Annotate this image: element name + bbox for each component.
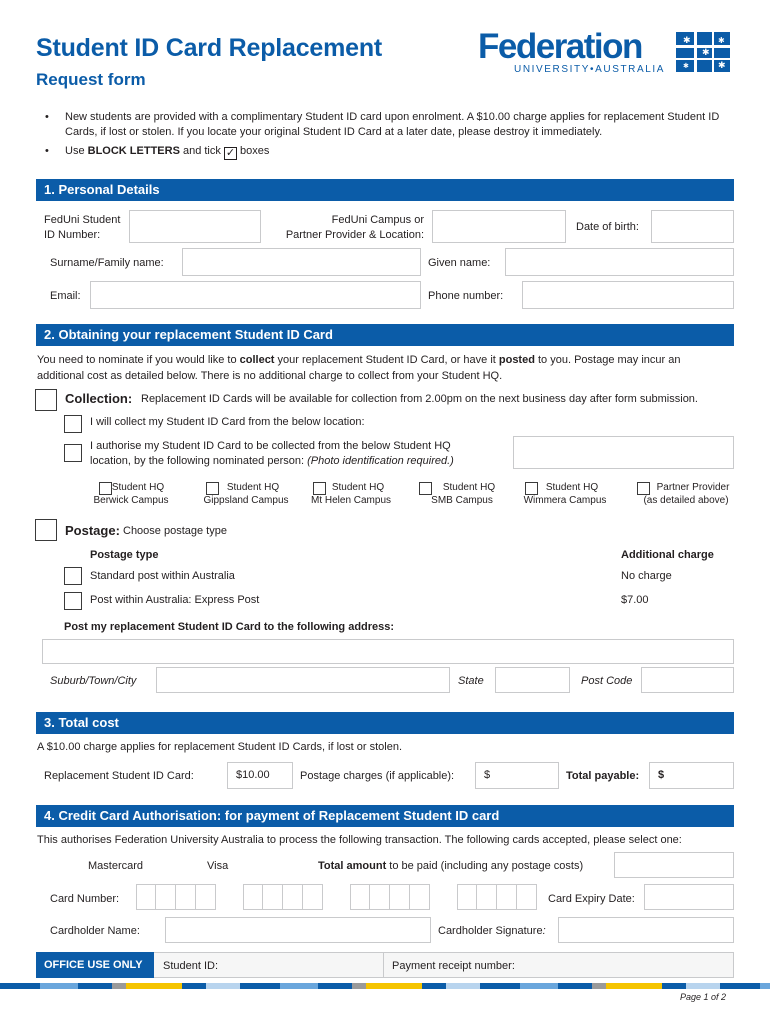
bullet2-post: boxes (236, 145, 270, 157)
address-input[interactable] (42, 639, 734, 664)
cardholder-name-input[interactable] (165, 917, 431, 943)
self-collect-label: I will collect my Student ID Card from the below location: (90, 416, 365, 428)
replacement-card-value-box (227, 762, 293, 789)
phone-label: Phone number: (428, 290, 504, 302)
tick-box-icon: ✓ (225, 147, 236, 159)
standard-post-label: Standard post within Australia (90, 570, 235, 582)
campus-wimmera-l2: Wimmera Campus (523, 495, 607, 506)
postage-desc: Choose postage type (123, 525, 227, 537)
student-id-label-line1: FedUni Student (44, 214, 121, 226)
campus-mthelen-l1: Student HQ (331, 482, 385, 493)
campus-label-line2: Partner Provider & Location: (285, 229, 424, 241)
campus-partner-l1: Partner Provider (656, 482, 730, 493)
total-payable-label: Total payable: (566, 770, 640, 782)
section-2-intro-line2: additional cost as detailed below. There is no additional charge to collect from your Student HQ. (37, 370, 503, 382)
email-input[interactable] (90, 281, 421, 309)
page-number: Page 1 of 2 (680, 992, 727, 1002)
card-number-group-2[interactable] (243, 884, 323, 910)
postage-checkbox[interactable] (35, 519, 57, 541)
cardholder-name-label: Cardholder Name: (50, 925, 140, 937)
federation-logo (478, 28, 734, 78)
dob-input[interactable] (651, 210, 734, 243)
self-collect-checkbox[interactable] (64, 415, 82, 433)
card-number-group-3[interactable] (350, 884, 430, 910)
nominated-person-input[interactable] (513, 436, 734, 469)
section-2-heading: 2. Obtaining your replacement Student ID Card (36, 324, 734, 346)
intro-1d: posted (498, 354, 535, 366)
campus-label-line1: FedUni Campus or (331, 214, 424, 226)
intro-bullet-1-text: New students are provided with a complimentary Student ID card upon enrolment. A $10.00 charge applies for replacement Student ID Cards, if lost or stolen. If you locate your original Student ID Card at a later date, please destroy it immediately. (65, 111, 720, 138)
card-number-label: Card Number: (50, 893, 120, 905)
replacement-card-value: $10.00 (236, 769, 270, 781)
intro-bullet-1 (65, 110, 730, 140)
total-payable-input[interactable] (649, 762, 734, 789)
svg-text:✱: ✱ (683, 35, 691, 45)
collection-desc: Replacement ID Cards will be available for collection from 2.00pm on the next business day after form submission. (141, 393, 698, 405)
svg-text:✱: ✱ (718, 60, 726, 70)
express-post-label: Post within Australia: Express Post (90, 594, 260, 606)
svg-text:✱: ✱ (718, 36, 725, 45)
intro-1c: your replacement Student ID Card, or have it (274, 354, 499, 366)
expiry-label: Card Expiry Date: (548, 893, 635, 905)
southern-cross-flag-icon (676, 32, 730, 72)
total-amount-bold: Total amount (318, 860, 387, 872)
svg-text:✱: ✱ (683, 63, 689, 70)
replacement-card-label: Replacement Student ID Card: (44, 770, 194, 782)
office-receipt-label: Payment receipt number: (392, 960, 515, 972)
student-id-label-line2: ID Number: (44, 229, 101, 241)
surname-input[interactable] (182, 248, 421, 276)
postage-charges-dollar: $ (484, 769, 491, 781)
postage-type-header: Postage type (90, 549, 159, 561)
logo-subline: UNIVERSITY•AUSTRALIA (514, 64, 666, 75)
bullet2-mid: and tick (179, 145, 224, 157)
svg-text:✱: ✱ (702, 47, 710, 57)
credit-card-desc: This authorises Federation University Australia to process the following transaction. The following cards accepted, please select one: (37, 834, 682, 846)
state-label: State (458, 675, 484, 687)
signature-colon: : (542, 925, 546, 937)
campus-partner-l2: (as detailed above) (643, 495, 729, 506)
authorise-line2a: location, by the following nominated person: (90, 455, 308, 467)
standard-post-checkbox[interactable] (64, 567, 82, 585)
page-subtitle: Request form (36, 70, 146, 89)
express-post-checkbox[interactable] (64, 592, 82, 610)
campus-label (262, 213, 424, 243)
campus-gippsland-label (200, 481, 292, 507)
section-4-heading: 4. Credit Card Authorisation: for payment of Replacement Student ID card (36, 805, 734, 827)
given-name-input[interactable] (505, 248, 734, 276)
campus-smb-l1: Student HQ (442, 482, 496, 493)
section-3-heading: 3. Total cost (36, 712, 734, 734)
card-number-group-4[interactable] (457, 884, 537, 910)
dob-label: Date of birth: (576, 221, 639, 233)
section-2-intro (37, 352, 680, 384)
additional-charge-header: Additional charge (621, 549, 714, 561)
authorise-line2 (90, 454, 454, 469)
postcode-label: Post Code (581, 675, 633, 687)
campus-wimmera-l1: Student HQ (545, 482, 599, 493)
state-input[interactable] (495, 667, 570, 693)
authorise-collect-checkbox[interactable] (64, 444, 82, 462)
page-title: Student ID Card Replacement (36, 34, 383, 62)
campus-input[interactable] (432, 210, 566, 243)
phone-input[interactable] (522, 281, 734, 309)
address-heading: Post my replacement Student ID Card to the following address: (64, 621, 395, 633)
section-1-heading: 1. Personal Details (36, 179, 734, 201)
campus-berwick-l1: Student HQ (111, 482, 165, 493)
postage-charges-label: Postage charges (if applicable): (300, 770, 455, 782)
campus-smb-l2: SMB Campus (431, 495, 493, 506)
surname-label: Surname/Family name: (50, 257, 164, 269)
mastercard-option[interactable]: Mastercard (88, 860, 144, 872)
total-cost-desc: A $10.00 charge applies for replacement Student ID Cards, if lost or stolen. (37, 741, 403, 753)
bullet2-pre: Use (65, 145, 88, 157)
campus-mthelen-l2: Mt Helen Campus (310, 495, 392, 506)
campus-gippsland-l1: Student HQ (226, 482, 280, 493)
student-id-input[interactable] (129, 210, 261, 243)
section-2-intro-line1 (37, 352, 680, 368)
suburb-input[interactable] (156, 667, 450, 693)
total-payable-dollar: $ (658, 769, 665, 781)
cardholder-signature-input[interactable] (558, 917, 734, 943)
express-post-charge: $7.00 (621, 594, 649, 606)
total-amount-rest: to be paid (including any postage costs) (386, 860, 584, 872)
campus-gippsland-l2: Gippsland Campus (203, 495, 289, 506)
photo-id-note: (Photo identification required.) (307, 455, 454, 467)
office-student-id-label: Student ID: (163, 960, 219, 972)
postcode-input[interactable] (641, 667, 734, 693)
intro-bullet-2 (65, 144, 730, 160)
student-id-label (44, 213, 120, 243)
suburb-label: Suburb/Town/City (50, 675, 137, 687)
collection-checkbox[interactable] (35, 389, 57, 411)
email-label: Email: (50, 290, 81, 302)
bullet2-bold: BLOCK LETTERS (87, 145, 180, 157)
authorise-line1: I authorise my Student ID Card to be collected from the below Student HQ (90, 440, 451, 452)
card-number-group-1[interactable] (136, 884, 216, 910)
postage-charges-input[interactable] (475, 762, 559, 789)
postage-title: Postage: (65, 523, 120, 538)
intro-1e: to you. Postage may incur an (534, 354, 681, 366)
collection-title: Collection: (65, 391, 133, 406)
cardholder-signature-label (438, 925, 546, 937)
visa-option[interactable]: Visa (207, 860, 229, 872)
intro-1b: collect (239, 354, 275, 366)
campus-wimmera-label (518, 481, 612, 507)
office-divider (383, 952, 384, 978)
given-name-label: Given name: (428, 257, 491, 269)
total-amount-label (318, 860, 583, 872)
standard-post-charge: No charge (621, 570, 672, 582)
campus-berwick-label (91, 481, 171, 507)
intro-1a: You need to nominate if you would like to (37, 354, 240, 366)
campus-partner-label (638, 481, 734, 507)
authorise-collect-label (90, 439, 454, 469)
signature-label-text: Cardholder Signature (438, 925, 543, 937)
footer-decorative-strip (0, 983, 770, 989)
campus-smb-label (418, 481, 506, 507)
office-use-label: OFFICE USE ONLY (36, 952, 154, 978)
expiry-input[interactable] (644, 884, 734, 910)
logo-wordmark: Federation (478, 27, 642, 66)
total-amount-input[interactable] (614, 852, 734, 878)
campus-mthelen-label (305, 481, 397, 507)
campus-berwick-l2: Berwick Campus (93, 495, 169, 506)
